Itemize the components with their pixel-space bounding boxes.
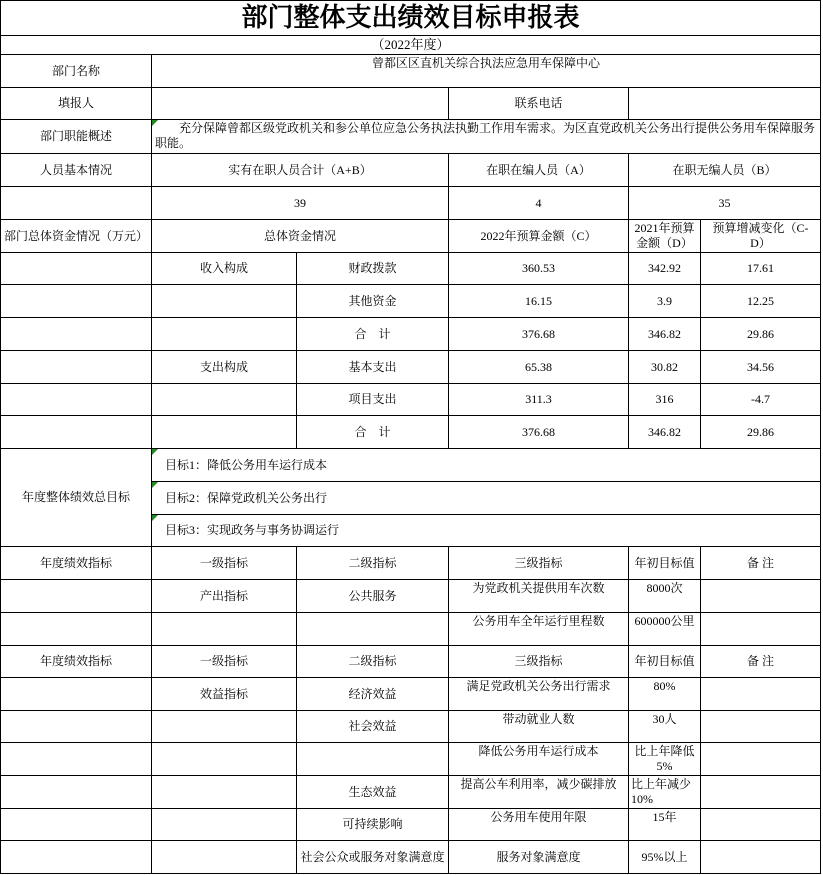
level1-header: 一级指标: [152, 547, 297, 580]
empty-cell: [152, 711, 297, 743]
empty-cell: [1, 580, 152, 613]
staff-total-value: 39: [152, 187, 449, 220]
empty-cell: [152, 318, 297, 351]
note-value: [701, 743, 821, 776]
funds-diff-value: 17.61: [701, 253, 821, 285]
level1-value: 产出指标: [152, 580, 297, 613]
funds-diff-value: 29.86: [701, 318, 821, 351]
sheet-year: （2022年度）: [1, 36, 821, 55]
staff-a-label: 在职在编人员（A）: [449, 154, 629, 187]
target-value: 比上年减少10%: [629, 776, 701, 809]
empty-cell: [1, 384, 152, 416]
target-value: 80%: [629, 678, 701, 711]
funds-diff-value: 12.25: [701, 285, 821, 318]
funds-diff-value: 29.86: [701, 416, 821, 449]
goal-item: 目标3：实现政务与事务协调运行: [152, 515, 821, 547]
function-text: 充分保障曾都区级党政机关和参公单位应急公务执法执勤工作用车需求。为区直党政机关公务出行提供公务用车保障服务职能。: [152, 120, 821, 154]
level3-value: 满足党政机关公务出行需求: [449, 678, 629, 711]
target-header: 年初目标值: [629, 547, 701, 580]
expense-label: 支出构成: [152, 351, 297, 384]
funds-item: 基本支出: [297, 351, 449, 384]
sheet-title: 部门整体支出绩效目标申报表: [1, 1, 821, 36]
cell-marker-icon: [152, 482, 158, 488]
filler-label: 填报人: [1, 88, 152, 120]
goal-item: 目标1：降低公务用车运行成本: [152, 449, 821, 482]
cell-marker-icon: [152, 120, 158, 126]
funds-diff-header: 预算增减变化（C-D）: [701, 220, 821, 253]
empty-cell: [1, 841, 152, 874]
level3-value: 带动就业人数: [449, 711, 629, 743]
note-value: [701, 580, 821, 613]
staff-b-value: 35: [629, 187, 821, 220]
funds-d-value: 3.9: [629, 285, 701, 318]
funds-c-value: 16.15: [449, 285, 629, 318]
empty-cell: [152, 384, 297, 416]
empty-cell: [152, 809, 297, 841]
level3-header: 三级指标: [449, 547, 629, 580]
note-value: [701, 809, 821, 841]
empty-cell: [1, 285, 152, 318]
level3-value: 服务对象满意度: [449, 841, 629, 874]
empty-cell: [152, 613, 297, 646]
target-value: 95%以上: [629, 841, 701, 874]
cell-marker-icon: [152, 449, 158, 455]
funds-diff-value: -4.7: [701, 384, 821, 416]
empty-cell: [1, 743, 152, 776]
funds-overall-header: 总体资金情况: [152, 220, 449, 253]
staff-b-label: 在职无编人员（B）: [629, 154, 821, 187]
indicators-label: 年度绩效指标: [1, 646, 152, 678]
note-value: [701, 841, 821, 874]
level3-value: 提高公车利用率，减少碳排放: [449, 776, 629, 809]
goals-label: 年度整体绩效总目标: [1, 449, 152, 547]
funds-c-value: 360.53: [449, 253, 629, 285]
cell-marker-icon: [152, 515, 158, 521]
empty-cell: [152, 841, 297, 874]
target-value: 600000公里: [629, 613, 701, 646]
staff-total-label: 实有在职人员合计（A+B）: [152, 154, 449, 187]
empty-cell: [1, 678, 152, 711]
level3-header: 三级指标: [449, 646, 629, 678]
empty-cell: [152, 776, 297, 809]
funds-item: 财政拨款: [297, 253, 449, 285]
funds-d-value: 30.82: [629, 351, 701, 384]
empty-cell: [1, 187, 152, 220]
note-value: [701, 776, 821, 809]
funds-d-value: 346.82: [629, 416, 701, 449]
funds-d-value: 346.82: [629, 318, 701, 351]
income-label: 收入构成: [152, 253, 297, 285]
funds-c-value: 311.3: [449, 384, 629, 416]
note-header: 备 注: [701, 547, 821, 580]
funds-budget-2022-header: 2022年预算金额（C）: [449, 220, 629, 253]
funds-d-value: 316: [629, 384, 701, 416]
level1-header: 一级指标: [152, 646, 297, 678]
empty-cell: [152, 416, 297, 449]
dept-name-label: 部门名称: [1, 55, 152, 88]
empty-cell: [152, 285, 297, 318]
note-value: [701, 613, 821, 646]
note-value: [701, 711, 821, 743]
funds-item: 合 计: [297, 416, 449, 449]
staff-label: 人员基本情况: [1, 154, 152, 187]
funds-label: 部门总体资金情况（万元）: [1, 220, 152, 253]
funds-item: 项目支出: [297, 384, 449, 416]
empty-cell: [1, 416, 152, 449]
filler-value: [152, 88, 449, 120]
dept-name-value: 曾都区区直机关综合执法应急用车保障中心: [152, 55, 821, 88]
note-header: 备 注: [701, 646, 821, 678]
funds-c-value: 376.68: [449, 416, 629, 449]
function-label: 部门职能概述: [1, 120, 152, 154]
empty-cell: [1, 809, 152, 841]
indicators-label: 年度绩效指标: [1, 547, 152, 580]
goal-item: 目标2：保障党政机关公务出行: [152, 482, 821, 515]
level1-value: 效益指标: [152, 678, 297, 711]
target-value: 8000次: [629, 580, 701, 613]
level2-value: 可持续影响: [297, 809, 449, 841]
level3-value: 公务用车全年运行里程数: [449, 613, 629, 646]
level3-value: 降低公务用车运行成本: [449, 743, 629, 776]
phone-label: 联系电话: [449, 88, 629, 120]
funds-diff-value: 34.56: [701, 351, 821, 384]
funds-c-value: 65.38: [449, 351, 629, 384]
funds-item: 其他资金: [297, 285, 449, 318]
level2-header: 二级指标: [297, 547, 449, 580]
funds-item: 合 计: [297, 318, 449, 351]
level2-value: 社会公众或服务对象满意度: [297, 841, 449, 874]
empty-cell: [1, 711, 152, 743]
empty-cell: [1, 613, 152, 646]
empty-cell: [1, 318, 152, 351]
empty-cell: [1, 351, 152, 384]
level2-value: 经济效益: [297, 678, 449, 711]
target-value: 30人: [629, 711, 701, 743]
empty-cell: [1, 253, 152, 285]
target-value: 比上年降低5%: [629, 743, 701, 776]
empty-cell: [297, 613, 449, 646]
funds-d-value: 342.92: [629, 253, 701, 285]
funds-budget-2021-header: 2021年预算金额（D）: [629, 220, 701, 253]
funds-c-value: 376.68: [449, 318, 629, 351]
phone-value: [629, 88, 821, 120]
level2-value: 社会效益: [297, 711, 449, 743]
level3-value: 为党政机关提供用车次数: [449, 580, 629, 613]
target-value: 15年: [629, 809, 701, 841]
note-value: [701, 678, 821, 711]
target-header: 年初目标值: [629, 646, 701, 678]
level3-value: 公务用车使用年限: [449, 809, 629, 841]
level2-value: 生态效益: [297, 776, 449, 809]
staff-a-value: 4: [449, 187, 629, 220]
level2-value: 公共服务: [297, 580, 449, 613]
empty-cell: [152, 743, 297, 776]
level2-header: 二级指标: [297, 646, 449, 678]
empty-cell: [1, 776, 152, 809]
empty-cell: [297, 743, 449, 776]
